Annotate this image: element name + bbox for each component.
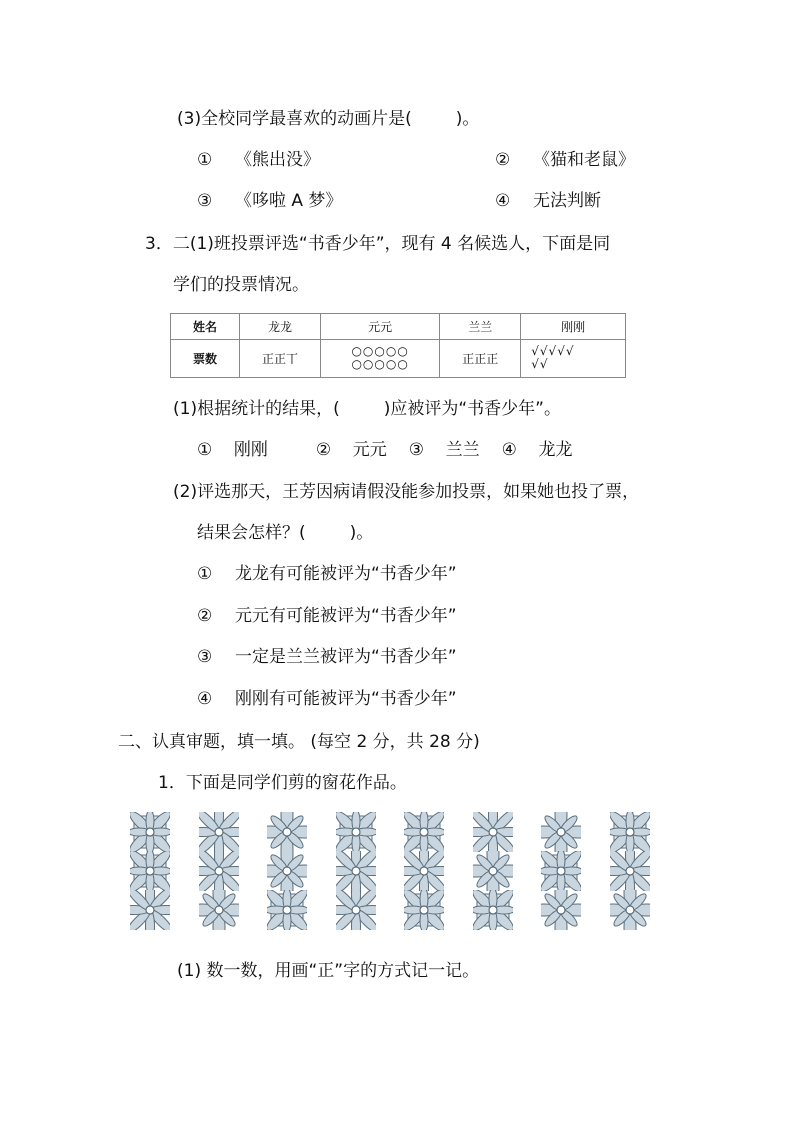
vote-marks: √√ [531, 357, 549, 372]
square-paper-cut-flower [130, 851, 170, 891]
section-2-q1-stem: 1．下面是同学们剪的窗花作品。 [158, 773, 407, 793]
star-paper-cut-flower [541, 812, 581, 852]
table-cell [521, 339, 626, 377]
round-paper-cut-flower [336, 851, 376, 891]
star-paper-cut-flower [267, 812, 307, 852]
option-1: ① 《熊出没》 [197, 150, 320, 170]
round-paper-cut-flower [404, 851, 444, 891]
round-paper-cut-flower [199, 812, 239, 852]
sub2-option-3: ③ 一定是兰兰被评为“书香少年” [197, 647, 457, 667]
square-paper-cut-flower [130, 812, 170, 852]
square-paper-cut-flower [267, 890, 307, 930]
section-2-q1-sub1: (1) 数一数，用画“正”字的方式记一记。 [177, 961, 480, 981]
q3-sub2-line1: (2)评选那天，王芳因病请假没能参加投票，如果她也投了票， [173, 482, 640, 502]
table-cell: 正正丅 [240, 339, 321, 377]
sub2-option-4: ④ 刚刚有可能被评为“书香少年” [197, 689, 457, 709]
table-row [171, 314, 626, 340]
round-paper-cut-flower [130, 890, 170, 930]
option-4: ④ 无法判断 [495, 191, 601, 211]
q3-stem-line2: 学们的投票情况。 [173, 275, 309, 295]
table-header-cell: 票数 [171, 339, 240, 377]
q3-stem-line1: 3．二(1)班投票评选“书香少年”，现有 4 名候选人，下面是同 [145, 234, 611, 254]
table-cell [320, 339, 439, 377]
sub2-option-2: ② 元元有可能被评为“书香少年” [197, 606, 457, 626]
table-cell: 正正正 [440, 339, 521, 377]
table-cell: 兰兰 [440, 314, 521, 340]
square-paper-cut-flower [541, 851, 581, 891]
section-2-title: 二、认真审题，填一填。 (每空 2 分，共 28 分) [118, 732, 480, 752]
table-cell: 元元 [320, 314, 439, 340]
round-paper-cut-flower [336, 890, 376, 930]
square-paper-cut-flower [610, 812, 650, 852]
round-paper-cut-flower [199, 851, 239, 891]
q3-sub2-line2: 结果会怎样？( )。 [197, 523, 374, 543]
table-header-cell: 姓名 [171, 314, 240, 340]
round-paper-cut-flower [473, 812, 513, 852]
square-paper-cut-flower [404, 890, 444, 930]
square-paper-cut-flower [336, 812, 376, 852]
star-paper-cut-flower [610, 890, 650, 930]
star-paper-cut-flower [199, 890, 239, 930]
q3-sub1-stem: (1)根据统计的结果，( )应被评为“书香少年”。 [173, 399, 561, 419]
star-paper-cut-flower [473, 851, 513, 891]
round-paper-cut-flower [610, 851, 650, 891]
square-paper-cut-flower [473, 890, 513, 930]
vote-marks: ○○○○○ [351, 344, 409, 359]
square-paper-cut-flower [404, 812, 444, 852]
paper-cut-flowers-grid [130, 812, 660, 932]
star-paper-cut-flower [267, 851, 307, 891]
option-2: ② 《猫和老鼠》 [495, 150, 635, 170]
table-row [171, 339, 626, 377]
vote-table [170, 313, 626, 378]
q3-sub3-stem: (3)全校同学最喜欢的动画片是( )。 [177, 109, 480, 129]
table-cell: 刚刚 [521, 314, 626, 340]
table-cell: 龙龙 [240, 314, 321, 340]
star-paper-cut-flower [541, 890, 581, 930]
sub2-option-1: ① 龙龙有可能被评为“书香少年” [197, 564, 457, 584]
sub1-options: ① 刚刚 ② 元元 ③ 兰兰 ④ 龙龙 [197, 440, 573, 460]
option-3: ③ 《哆啦 A 梦》 [197, 191, 343, 211]
vote-marks: √√√√√ [531, 344, 575, 359]
vote-marks: ○○○○○ [351, 357, 409, 372]
